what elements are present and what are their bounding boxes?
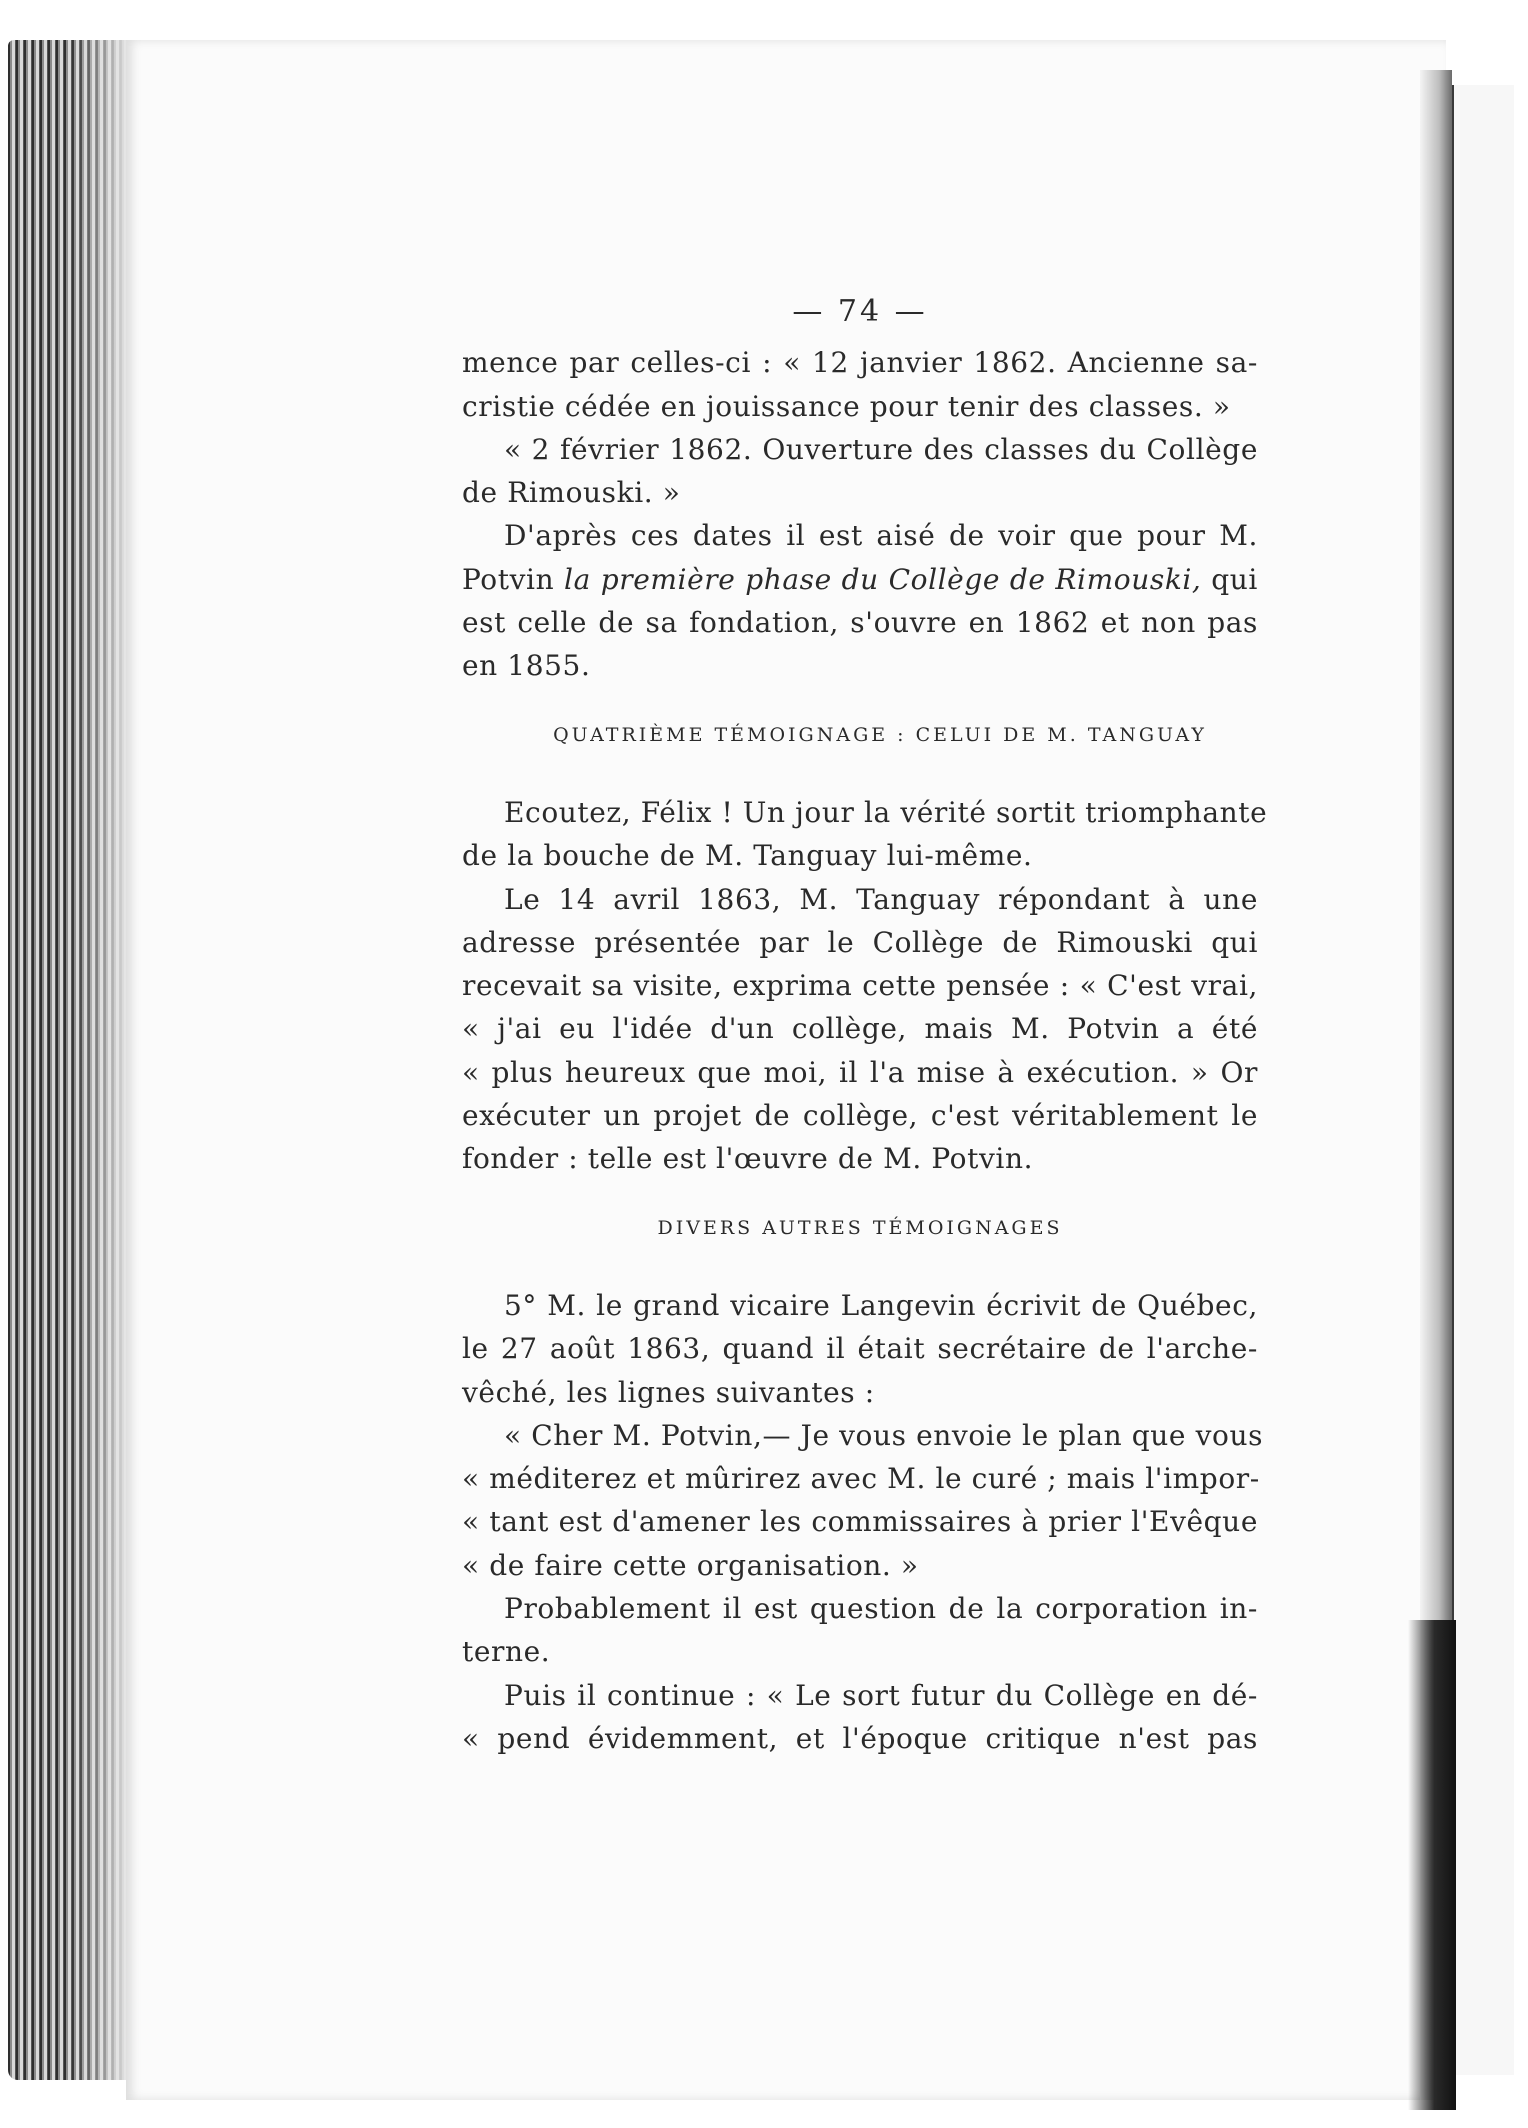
text-line: cristie cédée en jouissance pour tenir des classes. » (462, 389, 1231, 423)
text-line: adresse présentée par le Collège de Rimouski qui (462, 925, 1258, 959)
page-number: — 74 — (792, 294, 928, 329)
italic-title: la première phase du Collège de Rimouski, (564, 562, 1202, 596)
page-text (462, 290, 1268, 1760)
page-edges-shadow (70, 40, 130, 2080)
text-line: vêché, les lignes suivantes : (462, 1375, 875, 1409)
text-line: « tant est d'amener les commissaires à prier l'Evêque (462, 1505, 1258, 1539)
text-line: en 1855. (462, 649, 591, 683)
text-line: de Rimouski. » (462, 476, 681, 510)
text-line: Ecoutez, Félix ! Un jour la vérité sortit triomphante (504, 795, 1268, 829)
text-line: « pend évidemment, et l'époque critique n'est pas (462, 1721, 1258, 1755)
text-span: Potvin (462, 562, 555, 596)
text-line: recevait sa visite, exprima cette pensée : « C'est vrai, (462, 969, 1258, 1003)
text-line: « de faire cette organisation. » (462, 1548, 919, 1582)
text-line: Puis il continue : « Le sort futur du Collège en dé- (504, 1678, 1258, 1712)
text-line: « j'ai eu l'idée d'un collège, mais M. Potvin a été (462, 1012, 1258, 1046)
text-line: exécuter un projet de collège, c'est véritablement le (462, 1099, 1258, 1133)
text-line: fonder : telle est l'œuvre de M. Potvin. (462, 1142, 1034, 1176)
text-span: qui (1211, 562, 1258, 596)
text-line: Le 14 avril 1863, M. Tanguay répondant à une (504, 882, 1258, 916)
text-line: 5° M. le grand vicaire Langevin écrivit de Québec, (504, 1288, 1258, 1322)
facing-page-edge (1452, 85, 1514, 2075)
text-line: mence par celles-ci : « 12 janvier 1862. Ancienne sa- (462, 346, 1258, 380)
text-line: D'après ces dates il est aisé de voir que pour M. (504, 519, 1258, 553)
text-line (462, 558, 1258, 601)
text-line: « méditerez et mûrirez avec M. le curé ; mais l'impor- (462, 1462, 1260, 1496)
spine-shadow (1408, 1620, 1456, 2110)
text-line: de la bouche de M. Tanguay lui-même. (462, 839, 1033, 873)
text-line: « 2 février 1862. Ouverture des classes du Collège (504, 432, 1258, 466)
text-line: Probablement il est question de la corporation in- (504, 1592, 1258, 1626)
text-line: est celle de sa fondation, s'ouvre en 1862 et non pas (462, 606, 1258, 640)
text-line: terne. (462, 1635, 551, 1669)
text-line: « plus heureux que moi, il l'a mise à exécution. » Or (462, 1055, 1258, 1089)
text-line: « Cher M. Potvin,— Je vous envoie le plan que vous (504, 1418, 1264, 1452)
section-heading: QUATRIÈME TÉMOIGNAGE : CELUI DE M. TANGUAY (553, 723, 1207, 746)
section-heading: DIVERS AUTRES TÉMOIGNAGES (657, 1216, 1063, 1239)
text-line: le 27 août 1863, quand il était secrétaire de l'arche- (462, 1332, 1258, 1366)
